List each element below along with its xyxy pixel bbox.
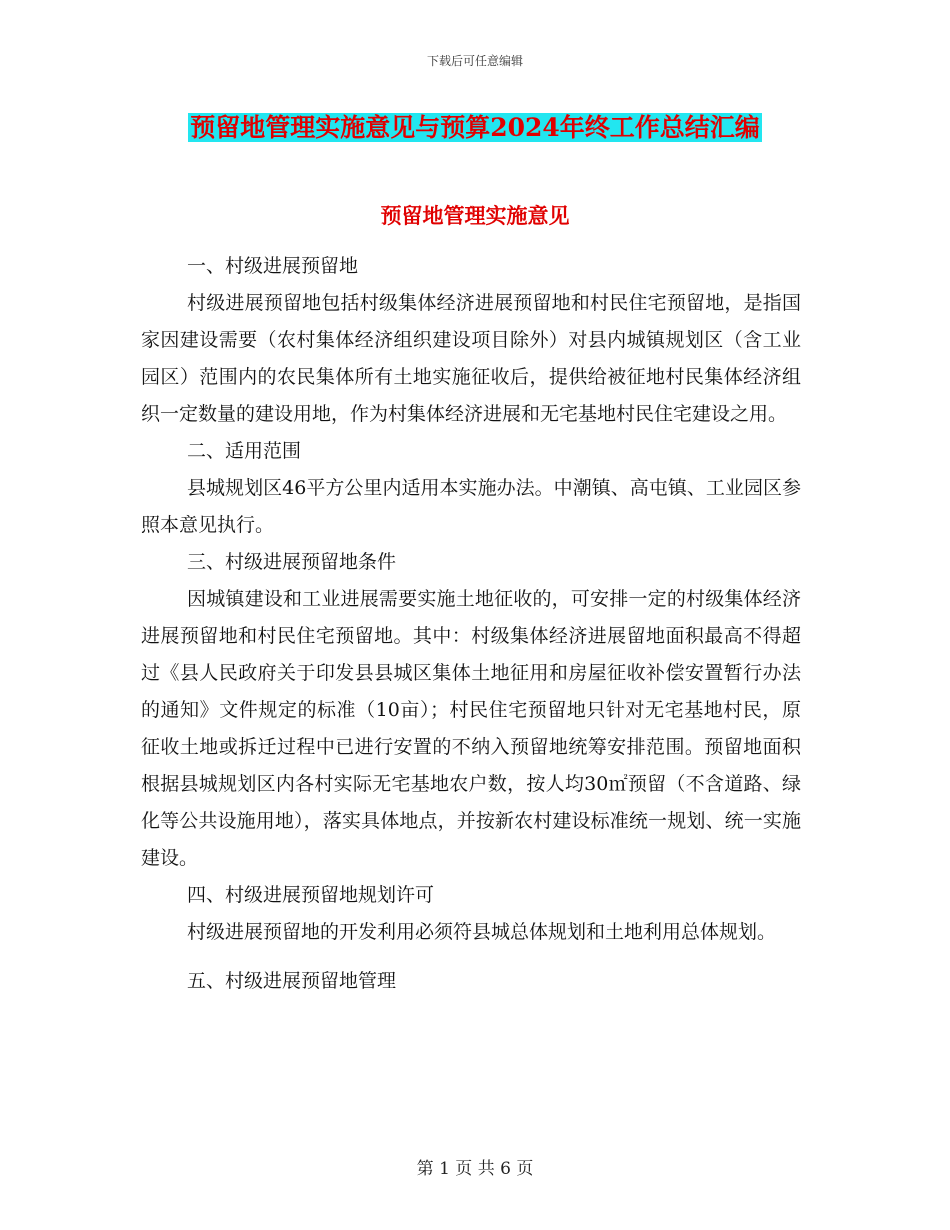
heading-3: 三、村级进展预留地条件 [187, 551, 397, 573]
document-title-text: 预留地管理实施意见与预算2024年终工作总结汇编 [190, 113, 760, 142]
heading-4: 四、村级进展预留地规划许可 [187, 884, 435, 906]
paragraph-2: 县城规划区46平方公里内适用本实施办法。中潮镇、高屯镇、工业园区参照本意见执行。 [141, 477, 801, 536]
paragraph-4: 村级进展预留地的开发利用必须符县城总体规划和土地利用总体规划。 [187, 921, 777, 943]
paragraph-1: 村级进展预留地包括村级集体经济进展预留地和村民住宅预留地，是指国家因建设需要（农村集体经济组织建设项目除外）对县内城镇规划区（含工业园区）范围内的农民集体所有土地实施征收后，提供给被征地村民集体经济组织一定数量的建设用地，作为村集体经济进展和无宅基地村民住宅建设之用。 [141, 292, 801, 425]
document-body [141, 248, 801, 1000]
document-title [0, 110, 950, 146]
page-header: 下载后可任意编辑 [426, 54, 523, 68]
heading-5: 五、村级进展预留地管理 [187, 970, 397, 992]
heading-2: 二、适用范围 [187, 440, 302, 462]
paragraph-3: 因城镇建设和工业进展需要实施土地征收的，可安排一定的村级集体经济进展预留地和村民住宅预留地。其中：村级集体经济进展留地面积最高不得超过《县人民政府关于印发县县城区集体土地征用和房屋征收补偿安置暂行办法的通知》文件规定的标准（10亩）；村民住宅预留地只针对无宅基地村民，原征收土地或拆迁过程中已进行安置的不纳入预留地统筹安排范围。预留地面积根据县城规划区内各村实际无宅基地农户数，按人均30㎡预留（不含道路、绿化等公共设施用地），落实具体地点，并按新农村建设标准统一规划、统一实施建设。 [141, 588, 801, 869]
page-footer: 第 1 页 共 6 页 [416, 1159, 534, 1179]
section-title: 预留地管理实施意见 [380, 203, 570, 228]
heading-1: 一、村级进展预留地 [187, 255, 359, 277]
